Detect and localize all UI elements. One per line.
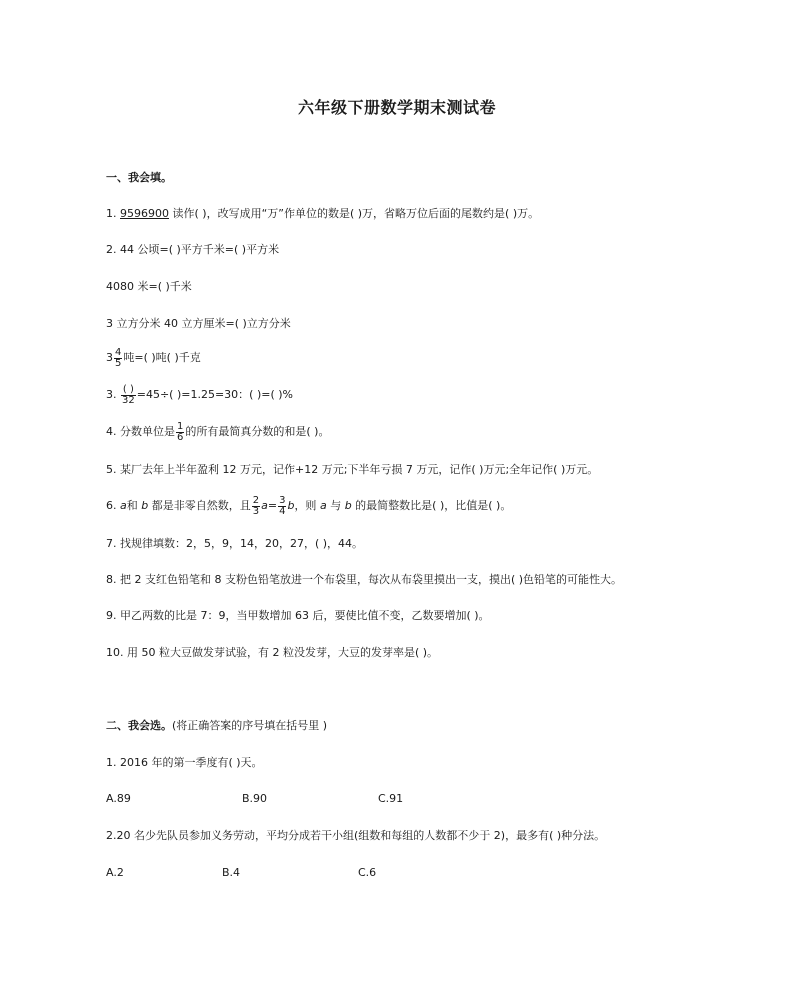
- question-number: 6.: [106, 499, 117, 512]
- fraction: [176, 422, 184, 443]
- fraction-denominator: 5: [115, 357, 122, 369]
- question-2b: 4080 米=( )千米: [106, 280, 192, 293]
- fraction-numerator: 1: [177, 420, 184, 432]
- variable-a: a: [120, 499, 127, 512]
- question-text: =45÷( )=1.25=30：( )=( )%: [136, 388, 293, 401]
- text: 与: [330, 499, 342, 512]
- option-c: C.6: [358, 866, 377, 879]
- question-text: 吨=( )吨( )千克: [123, 351, 201, 364]
- question-1: [106, 207, 539, 221]
- text: ，则: [294, 499, 317, 512]
- text: 都是非零自然数，且: [151, 499, 251, 512]
- page-title: 六年级下册数学期末测试卷: [297, 98, 496, 117]
- variable-b: b: [141, 499, 149, 512]
- fraction-denominator: 32: [122, 394, 135, 406]
- section1-heading: 一、我会填。: [106, 171, 172, 184]
- section-note: (将正确答案的序号填在括号里 ): [172, 719, 328, 732]
- question-6: [106, 494, 511, 518]
- option-a: A.2: [106, 866, 124, 879]
- question-text-rest: 的所有最简真分数的和是( )。: [185, 425, 330, 438]
- variable-a: a: [261, 499, 268, 512]
- question-7: 7. 找规律填数：2，5，9，14，20，27，( )，44。: [106, 537, 364, 550]
- question-number: 3.: [106, 388, 117, 401]
- fraction-numerator: 2: [252, 494, 260, 506]
- question-8: 8. 把 2 支红色铅笔和 8 支粉色铅笔放进一个布袋里，每次从布袋里摸出一支，摸出( )色铅笔的可能性大。: [106, 573, 623, 586]
- fraction-numerator: ( ): [122, 383, 134, 395]
- question-2d: [106, 346, 201, 370]
- fraction-denominator: 3: [252, 505, 260, 517]
- question-number: 1.: [106, 207, 117, 220]
- variable-a: a: [319, 499, 327, 512]
- option-a: A.89: [106, 792, 131, 805]
- question-text: 4. 分数单位是: [106, 425, 175, 438]
- question-2a: 2. 44 公顷=( )平方千米=( )平方米: [106, 243, 280, 256]
- question-3: [106, 383, 293, 407]
- fraction: [121, 385, 136, 406]
- question-10: 10. 用 50 粒大豆做发芽试验，有 2 粒没发芽，大豆的发芽率是( )。: [106, 646, 439, 659]
- equals-sign: =: [267, 499, 278, 512]
- fraction: [252, 496, 260, 517]
- fraction-numerator: 3: [279, 494, 286, 506]
- fraction: [114, 348, 122, 369]
- option-b: B.4: [222, 866, 241, 879]
- fraction: [278, 496, 286, 517]
- text: 和: [126, 499, 138, 512]
- choice-question-1: 1. 2016 年的第一季度有( )天。: [106, 756, 263, 769]
- variable-b: b: [344, 499, 352, 512]
- mixed-whole: 3: [106, 351, 113, 364]
- question-2c: 3 立方分米 40 立方厘米=( )立方分米: [106, 317, 291, 330]
- choice-question-2: 2.20 名少先队员参加义务劳动，平均分成若干小组(组数和每组的人数都不少于 2)，最多有( )种分法。: [106, 829, 606, 842]
- fraction-numerator: 4: [115, 346, 122, 358]
- option-b: B.90: [242, 792, 268, 805]
- underlined-number: 9596900: [120, 207, 169, 220]
- question-text: 读作( )，改写成用“万”作单位的数是( )万，省略万位后面的尾数约是( )万。: [172, 207, 540, 220]
- fraction-denominator: 4: [279, 505, 286, 517]
- question-9: 9. 甲乙两数的比是 7：9，当甲数增加 63 后，要使比值不变，乙数要增加( )。: [106, 609, 490, 622]
- question-5: 5. 某厂去年上半年盈利 12 万元，记作+12 万元;下半年亏损 7 万元，记作( )万元;全年记作( )万元。: [106, 463, 599, 476]
- variable-b: b: [287, 499, 295, 512]
- question-4: [106, 420, 329, 444]
- section2-heading: [106, 719, 327, 733]
- question-text: 的最简整数比是( )，比值是( )。: [355, 499, 512, 512]
- option-c: C.91: [378, 792, 404, 805]
- fraction-denominator: 6: [177, 431, 184, 443]
- section-title: 二、我会选。: [106, 719, 172, 732]
